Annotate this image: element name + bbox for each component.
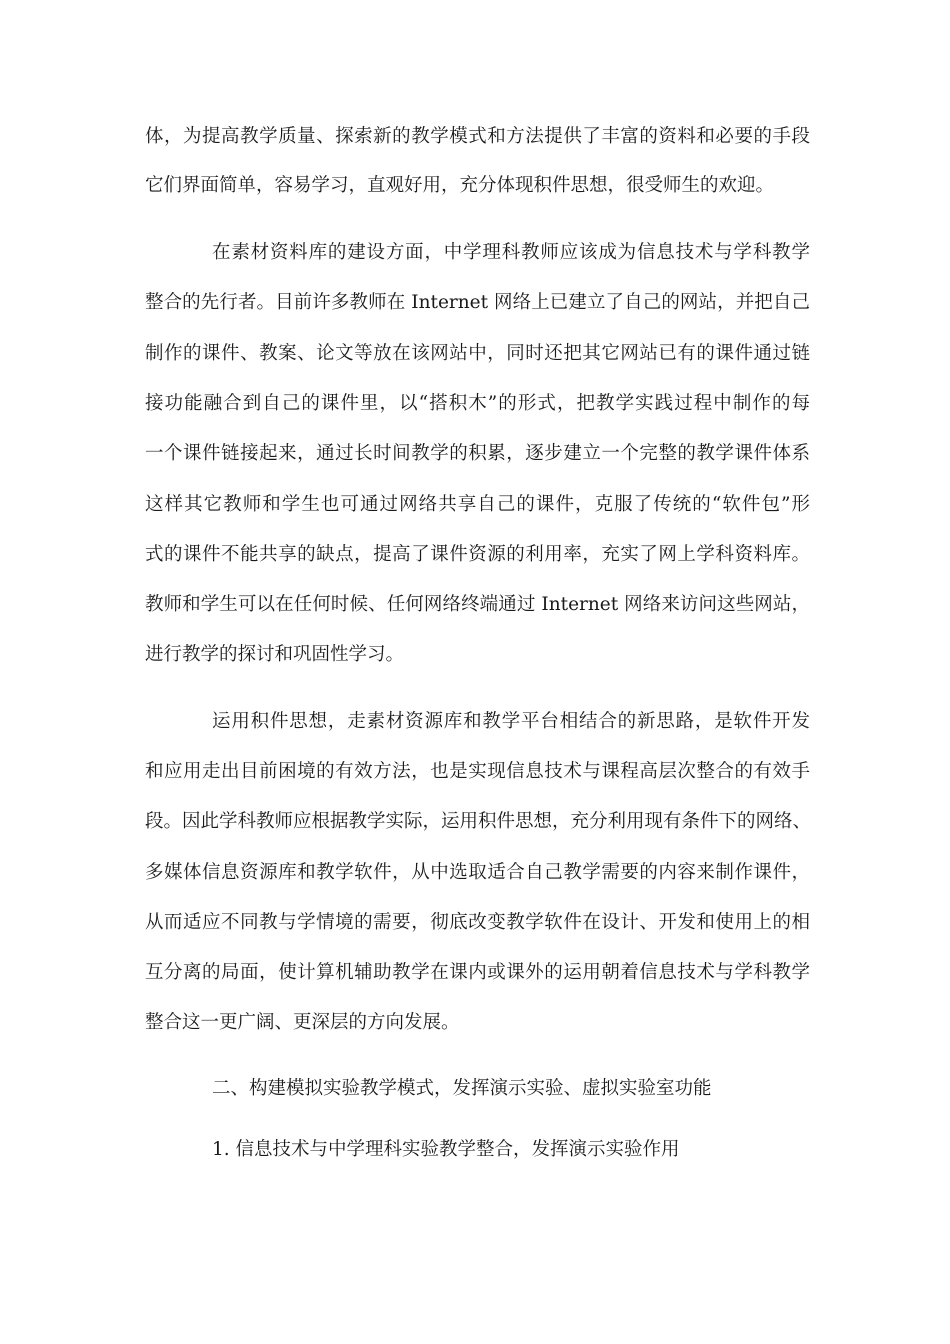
- section-heading: 二、构建模拟实验教学模式，发挥演示实验、虚拟实验室功能: [212, 1078, 712, 1099]
- paragraph-line: 进行教学的探讨和巩固性学习。: [145, 644, 405, 665]
- paragraph-line: 它们界面简单，容易学习，直观好用，充分体现积件思想，很受师生的欢迎。: [145, 175, 775, 196]
- paragraph-line: 互分离的局面，使计算机辅助教学在课内或课外的运用朝着信息技术与学科教学: [145, 962, 810, 983]
- paragraph-line: 多媒体信息资源库和教学软件，从中选取适合自己教学需要的内容来制作课件，: [145, 862, 810, 883]
- paragraph-line: 段。因此学科教师应根据教学实际，运用积件思想，充分利用现有条件下的网络、: [145, 811, 812, 832]
- paragraph-line: 运用积件思想，走素材资源库和教学平台相结合的新思路，是软件开发: [212, 711, 810, 732]
- paragraph-line: 在素材资料库的建设方面，中学理科教师应该成为信息技术与学科教学: [212, 242, 810, 263]
- paragraph-line: 这样其它教师和学生也可通过网络共享自己的课件，克服了传统的“软件包”形: [145, 494, 810, 515]
- paragraph-line: 教师和学生可以在任何时候、任何网络终端通过 Internet 网络来访问这些网站，: [145, 594, 810, 615]
- paragraph-line: 从而适应不同教与学情境的需要，彻底改变教学软件在设计、开发和使用上的相: [145, 912, 810, 933]
- paragraph-line: 和应用走出目前困境的有效方法，也是实现信息技术与课程高层次整合的有效手: [145, 761, 810, 782]
- paragraph-line: 整合的先行者。目前许多教师在 Internet 网络上已建立了自己的网站，并把自己: [145, 292, 810, 313]
- paragraph-line: 整合这一更广阔、更深层的方向发展。: [145, 1012, 460, 1033]
- paragraph-line: 接功能融合到自己的课件里，以“搭积木”的形式，把教学实践过程中制作的每: [145, 393, 810, 414]
- paragraph-line: 制作的课件、教案、论文等放在该网站中，同时还把其它网站已有的课件通过链: [145, 343, 810, 364]
- paragraph-line: 式的课件不能共享的缺点，提高了课件资源的利用率，充实了网上学科资料库。: [145, 544, 810, 565]
- subsection-heading: 1. 信息技术与中学理科实验教学整合，发挥演示实验作用: [212, 1139, 680, 1160]
- paragraph-line: 体，为提高教学质量、探索新的教学模式和方法提供了丰富的资料和必要的手段: [145, 126, 810, 147]
- paragraph-line: 一个课件链接起来，通过长时间教学的积累，逐步建立一个完整的教学课件体系: [145, 443, 810, 464]
